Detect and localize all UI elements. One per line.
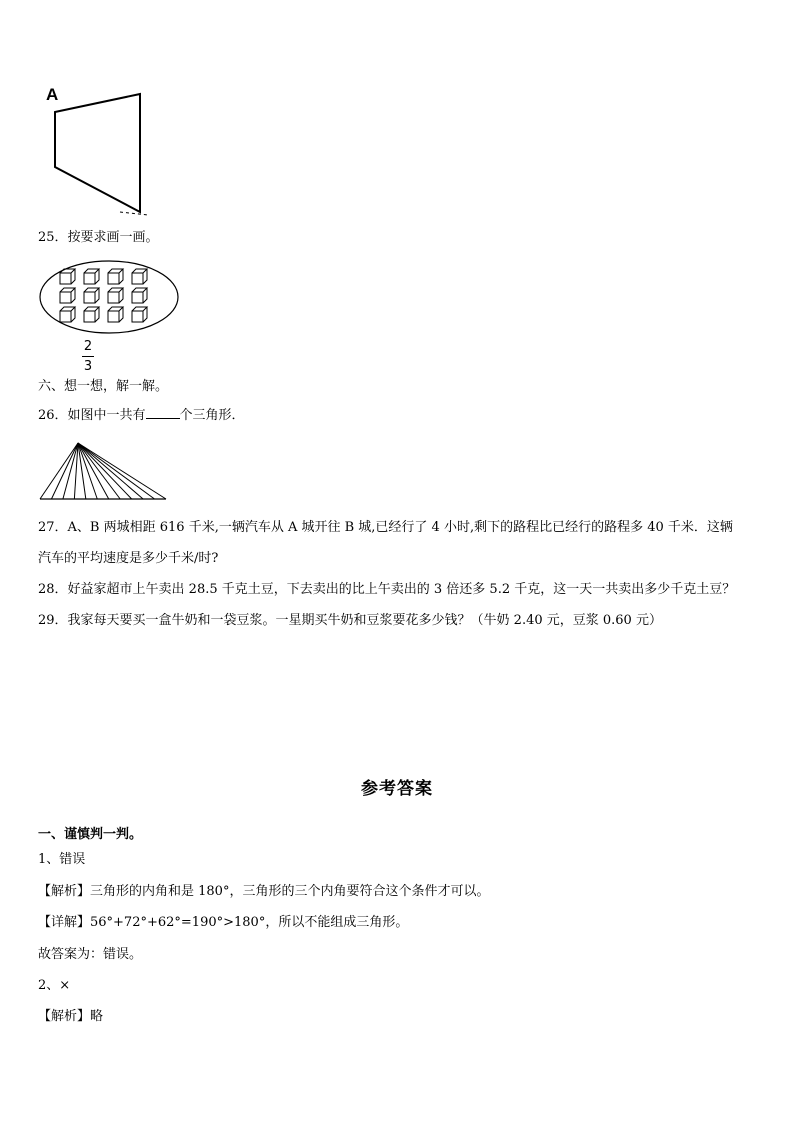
cube [132, 307, 147, 322]
quad-label: A [46, 85, 59, 104]
question-29: 29．我家每天要买一盒牛奶和一袋豆浆。一星期买牛奶和豆浆要花多少钱？（牛奶 2.40 元，豆浆 0.60 元） [38, 613, 662, 628]
triangle-fan-svg [38, 440, 170, 502]
cube-oval-figure [38, 259, 180, 335]
fan-ray-line [40, 443, 78, 499]
question-26-text-after: 个三角形． [179, 408, 245, 423]
question-27-line-1: 27．A、B 两城相距 616 千米,一辆汽车从 A 城开往 B 城,已经行了 4 小时,剩下的路程比已经行的路程多 40 千米．这辆 [38, 520, 733, 535]
question-27-line-2: 汽车的平均速度是多少千米/时? [38, 551, 219, 566]
question-25: 25．按要求画一画。 [38, 230, 159, 245]
cube [84, 269, 99, 284]
fan-ray-line [78, 443, 132, 499]
fraction-2-3 [80, 339, 96, 374]
question-28: 28．好益家超市上午卖出 28.5 千克土豆，下去卖出的比上午卖出的 3 倍还多 5.2 千克，这一天一共卖出多少千克土豆？ [38, 582, 736, 597]
cube-oval-svg [38, 259, 180, 335]
cubes-group [60, 269, 147, 322]
cube [84, 307, 99, 322]
scan-mark [120, 212, 148, 215]
fraction-numerator: 2 [83, 339, 93, 354]
fan-lines-group [40, 443, 166, 499]
answers-title: 参考答案 [361, 779, 433, 799]
answer-2-analysis: 【解析】略 [38, 1009, 104, 1024]
section-6-heading: 六、想一想，解一解。 [38, 379, 169, 394]
fan-ray-line [78, 443, 109, 499]
cube [60, 307, 75, 322]
answers-section-1: 一、谨慎判一判。 [38, 827, 143, 842]
cube [108, 269, 123, 284]
answer-2: 2、× [38, 978, 71, 993]
fraction-denominator: 3 [83, 359, 93, 374]
fan-ray-line [78, 443, 155, 499]
cube [60, 269, 75, 284]
answer-1-conclusion: 故答案为：错误。 [38, 947, 143, 962]
cube [132, 288, 147, 303]
answer-1-detail: 【详解】56°+72°+62°=190°>180°，所以不能组成三角形。 [38, 915, 409, 930]
answer-1: 1、错误 [38, 852, 86, 867]
cube [84, 288, 99, 303]
quadrilateral-shape [55, 94, 140, 212]
fan-ray-line [78, 443, 166, 499]
cube [108, 307, 123, 322]
answer-1-analysis: 【解析】三角形的内角和是 180°，三角形的三个内角要符合这个条件才可以。 [38, 884, 490, 899]
answer-blank[interactable] [146, 406, 180, 419]
cube [108, 288, 123, 303]
cube [60, 288, 75, 303]
cube [132, 269, 147, 284]
question-26 [38, 406, 245, 425]
question-26-text-before: 26．如图中一共有 [38, 408, 146, 423]
triangle-fan-figure [38, 440, 170, 502]
fraction-bar [82, 356, 94, 357]
